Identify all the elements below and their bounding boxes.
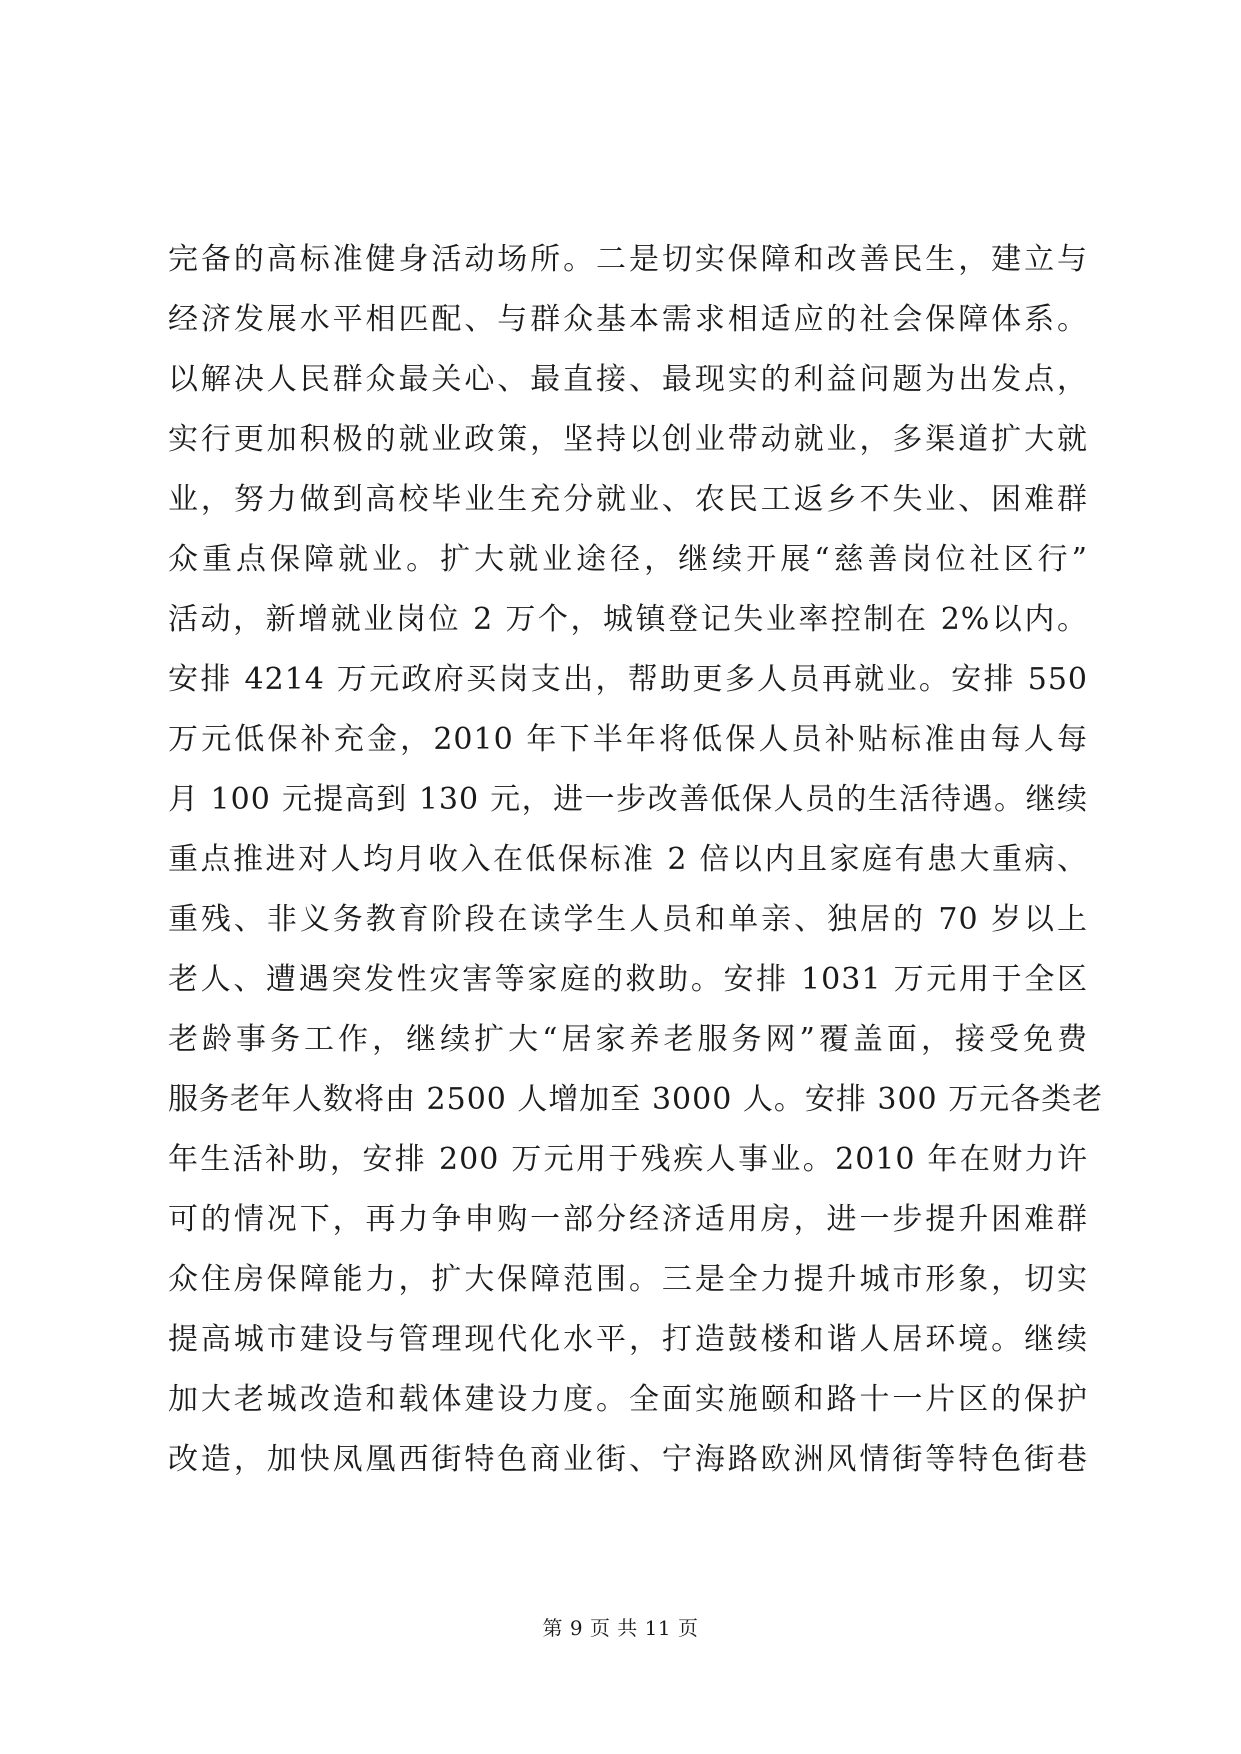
page-number-footer: 第 9 页 共 11 页 [542,1616,699,1640]
text-line: 活动，新增就业岗位 2 万个，城镇登记失业率控制在 2%以内。 [168,602,1088,637]
text-line: 月 100 元提高到 130 元，进一步改善低保人员的生活待遇。继续 [168,782,1088,817]
text-line: 安排 4214 万元政府买岗支出，帮助更多人员再就业。安排 550 [168,662,1088,697]
text-line: 业，努力做到高校毕业生充分就业、农民工返乡不失业、困难群 [168,482,1088,517]
text-line: 众住房保障能力，扩大保障范围。三是全力提升城市形象，切实 [168,1262,1088,1297]
text-line: 加大老城改造和载体建设力度。全面实施颐和路十一片区的保护 [168,1382,1088,1417]
text-line: 可的情况下，再力争申购一部分经济适用房，进一步提升困难群 [168,1202,1088,1237]
text-line: 老龄事务工作，继续扩大“居家养老服务网”覆盖面，接受免费 [168,1022,1088,1057]
text-line: 完备的高标准健身活动场所。二是切实保障和改善民生，建立与 [168,242,1088,277]
text-line: 服务老年人数将由 2500 人增加至 3000 人。安排 300 万元各类老 [168,1082,1104,1117]
body-text [168,230,1104,1490]
text-line: 重点推进对人均月收入在低保标准 2 倍以内且家庭有患大重病、 [168,842,1088,877]
text-line: 重残、非义务教育阶段在读学生人员和单亲、独居的 70 岁以上 [168,902,1088,937]
text-line: 经济发展水平相匹配、与群众基本需求相适应的社会保障体系。 [168,302,1088,337]
text-line: 提高城市建设与管理现代化水平，打造鼓楼和谐人居环境。继续 [168,1322,1088,1357]
text-line: 万元低保补充金，2010 年下半年将低保人员补贴标准由每人每 [168,722,1088,757]
text-line: 改造，加快凤凰西街特色商业街、宁海路欧洲风情街等特色街巷 [168,1442,1088,1477]
text-line: 年生活补助，安排 200 万元用于残疾人事业。2010 年在财力许 [168,1142,1088,1177]
text-line: 众重点保障就业。扩大就业途径，继续开展“慈善岗位社区行” [168,542,1088,577]
text-line: 老人、遭遇突发性灾害等家庭的救助。安排 1031 万元用于全区 [168,962,1088,997]
text-line: 以解决人民群众最关心、最直接、最现实的利益问题为出发点， [168,362,1088,397]
text-line: 实行更加积极的就业政策，坚持以创业带动就业，多渠道扩大就 [168,422,1088,457]
